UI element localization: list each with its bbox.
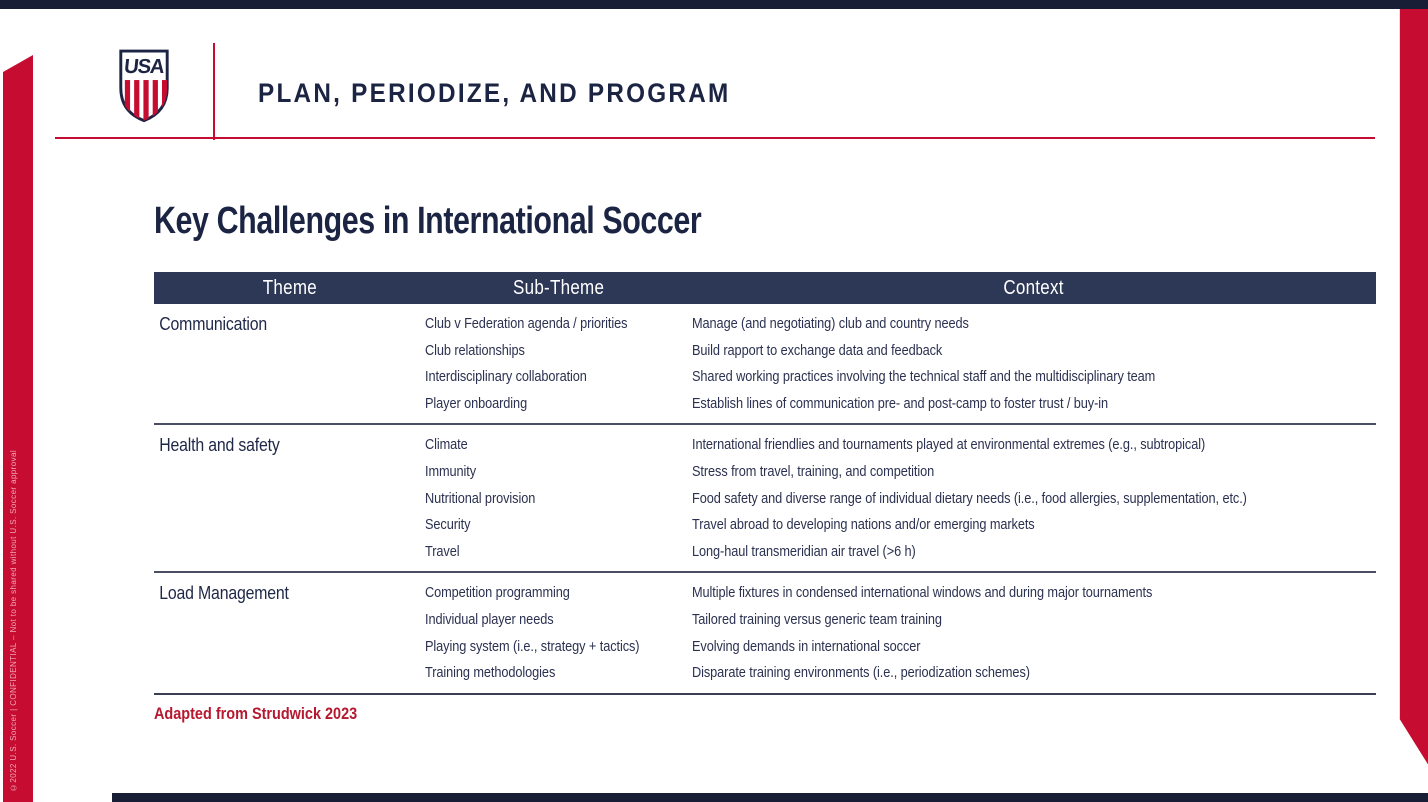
context-cell: Shared working practices involving the technical staff and the multidisciplinary team [692,369,1156,386]
column-header-context [692,277,1376,300]
column-header-context-label: Context [1003,276,1065,299]
slide-title: Key Challenges in International Soccer [154,200,702,242]
context-cell: International friendlies and tournaments played at environmental extremes (e.g., subtropical) [692,437,1206,454]
challenges-table-body [154,304,1376,695]
top-navy-bar [0,0,1428,9]
sub-theme-cell: Interdisciplinary collaboration [425,369,587,386]
header-rule [55,137,1375,139]
sub-theme-cell: Immunity [425,463,477,480]
crest-usa-text: USA [122,56,165,79]
sub-theme-cell: Individual player needs [425,611,554,628]
confidential-watermark: ©2022 U.S. Soccer | CONFIDENTIAL – Not to be shared without U.S. Soccer approval [9,449,18,792]
column-header-theme-label: Theme [262,276,317,299]
context-cell: Stress from travel, training, and competition [692,463,935,480]
header-divider [213,43,215,140]
group-rows [425,432,1376,565]
sub-theme-cell: Playing system (i.e., strategy + tactics) [425,638,640,655]
theme-group [154,571,1376,692]
sub-theme-cell: Travel [425,543,460,560]
context-cell: Tailored training versus generic team training [692,611,942,628]
context-cell: Manage (and negotiating) club and country needs [692,316,969,332]
column-header-subtheme [425,277,692,300]
column-header-subtheme-label: Sub-Theme [512,276,605,299]
sub-theme-cell: Competition programming [425,585,570,602]
theme-label: Health and safety [159,435,280,456]
context-cell: Establish lines of communication pre- and post-camp to foster trust / buy-in [692,395,1109,412]
context-cell: Long-haul transmeridian air travel (>6 h) [692,543,916,560]
sub-theme-cell: Club v Federation agenda / priorities [425,316,628,332]
sub-theme-cell: Club relationships [425,342,525,359]
context-cell: Travel abroad to developing nations and/or emerging markets [692,517,1035,534]
source-footnote: Adapted from Strudwick 2023 [154,703,358,723]
sub-theme-cell: Training methodologies [425,665,556,682]
context-cell: Disparate training environments (i.e., periodization schemes) [692,665,1030,682]
left-red-accent [3,55,33,802]
column-header-theme [154,277,425,300]
group-rows [425,311,1376,417]
theme-label: Communication [159,314,268,334]
table-header-row [154,272,1376,304]
right-red-accent [1399,0,1428,766]
group-rows [425,580,1376,686]
presentation-title: PLAN, PERIODIZE, AND PROGRAM [258,78,731,108]
context-cell: Evolving demands in international soccer [692,638,921,655]
theme-group [154,304,1376,423]
sub-theme-cell: Security [425,517,471,534]
bottom-navy-bar [112,793,1428,802]
slide-content [154,200,1376,724]
theme-label: Load Management [159,583,289,604]
usa-crest-logo [115,47,173,127]
context-cell: Build rapport to exchange data and feedback [692,342,943,359]
theme-group [154,423,1376,571]
sub-theme-cell: Nutritional provision [425,490,536,507]
sub-theme-cell: Player onboarding [425,395,528,412]
sub-theme-cell: Climate [425,437,468,454]
context-cell: Food safety and diverse range of individual dietary needs (i.e., food allergies, supplementation, etc.) [692,490,1247,507]
context-cell: Multiple fixtures in condensed international windows and during major tournaments [692,585,1153,602]
